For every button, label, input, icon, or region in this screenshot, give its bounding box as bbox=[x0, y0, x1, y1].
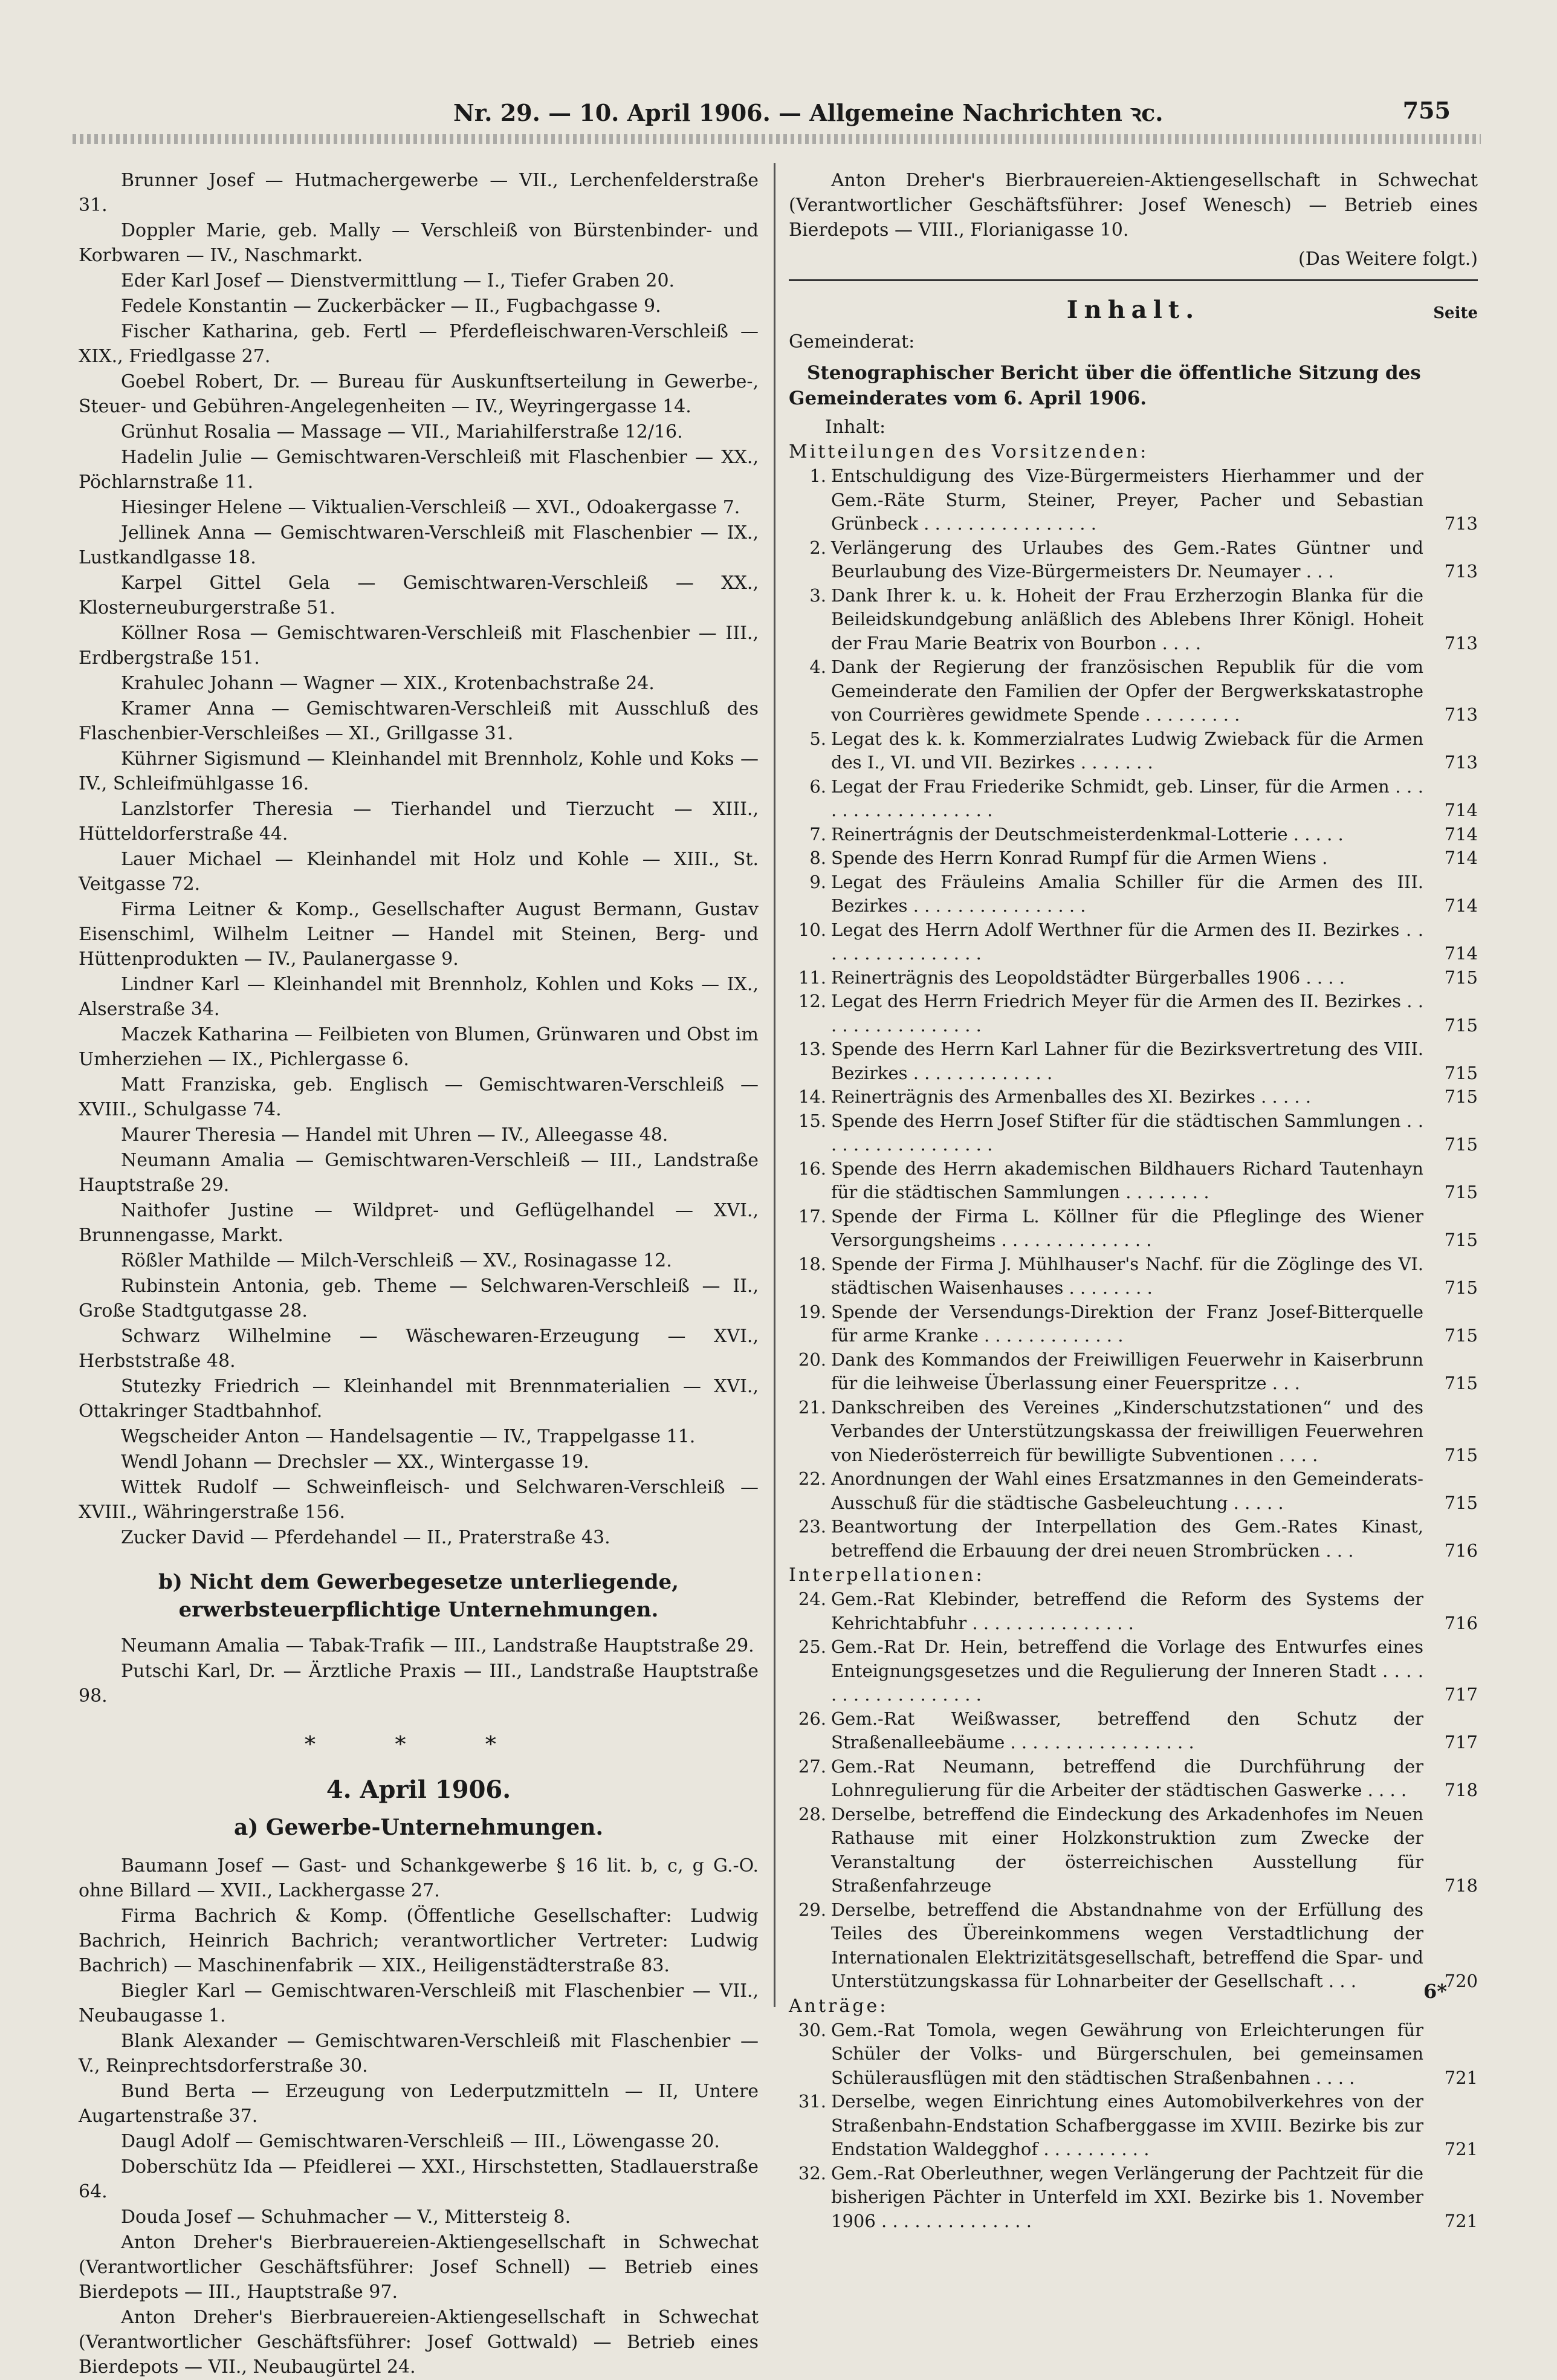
toc-item-number: 25. bbox=[798, 1636, 826, 1657]
toc-item bbox=[789, 2018, 1478, 2090]
toc-item bbox=[789, 536, 1478, 584]
toc-item-number: 2. bbox=[809, 537, 826, 558]
section-rule bbox=[789, 279, 1478, 281]
sub-heading: a) Gewerbe-Unternehmungen. bbox=[234, 1815, 603, 1840]
toc-item-page: 714 bbox=[1444, 895, 1478, 916]
toc-item bbox=[789, 1803, 1478, 1898]
toc-item bbox=[789, 1348, 1478, 1396]
toc-item-text: Dank des Kommandos der Freiwilligen Feuerwehr in Kaiserbrunn für die leihweise Überlassung einer Feuerspritze . . . bbox=[831, 1349, 1423, 1393]
toc-item-text: Derselbe, wegen Einrichtung eines Automobilverkehres von der Straßenbahn-Endstation Schafberggasse im XVIII. Bezirke bis zur Endstation Waldegghof . . . . . . . . . . bbox=[831, 2091, 1423, 2159]
list-item: Lindner Karl — Kleinhandel mit Brennholz, Kohlen und Koks — IX., Alserstraße 34. bbox=[79, 974, 759, 1020]
toc-item-number: 8. bbox=[809, 848, 826, 868]
toc-item-text: Legat der Frau Friederike Schmidt, geb. Linser, für die Armen . . . . . . . . . . . . . . . . . . bbox=[831, 776, 1423, 820]
list-item: Matt Franziska, geb. Englisch — Gemischtwaren-Verschleiß — XVIII., Schulgasse 74. bbox=[79, 1074, 759, 1120]
list-item: Krahulec Johann — Wagner — XIX., Krotenbachstraße 24. bbox=[121, 673, 655, 694]
list-item: Biegler Karl — Gemischtwaren-Verschleiß mit Flaschenbier — VII., Neubaugasse 1. bbox=[79, 1980, 759, 2026]
toc-item bbox=[789, 846, 1478, 871]
list-item: Hadelin Julie — Gemischtwaren-Verschleiß mit Flaschenbier — XX., Pöchlarnstraße 11. bbox=[79, 447, 759, 493]
toc-item-number: 13. bbox=[798, 1039, 826, 1059]
list-item: Zucker David — Pferdehandel — II., Praterstraße 43. bbox=[121, 1527, 610, 1548]
toc-item-text: Entschuldigung des Vize-Bürgermeisters Hierhammer und der Gem.-Räte Sturm, Steiner, Preyer, Pacher und Sebastian Grünbeck . . . . . . . . . . . . . . . . bbox=[831, 465, 1423, 534]
list-item: Douda Josef — Schuhmacher — V., Mittersteig 8. bbox=[121, 2207, 571, 2228]
toc-item-page: 715 bbox=[1444, 1277, 1478, 1298]
toc-item-text: Gem.-Rat Weißwasser, betreffend den Schutz der Straßenalleebäume . . . . . . . . . . . . . . . . . bbox=[831, 1708, 1423, 1753]
list-item: Karpel Gittel Gela — Gemischtwaren-Verschleiß — XX., Klosterneuburgerstraße 51. bbox=[79, 572, 759, 618]
toc-item bbox=[789, 1037, 1478, 1085]
toc-item bbox=[789, 1515, 1478, 1563]
toc-item-text: Spende der Versendungs-Direktion der Franz Josef-Bitterquelle für arme Kranke . . . . . . . . . . . . . bbox=[831, 1301, 1423, 1346]
list-item: Hiesinger Helene — Viktualien-Verschleiß — XVI., Odoakergasse 7. bbox=[121, 497, 740, 518]
list-item: Neumann Amalia — Gemischtwaren-Verschleiß — III., Landstraße Hauptstraße 29. bbox=[79, 1150, 759, 1196]
toc-item-page: 715 bbox=[1444, 1182, 1478, 1202]
toc-interpellationen bbox=[789, 1587, 1478, 1994]
list-item: Rößler Mathilde — Milch-Verschleiß — XV., Rosinagasse 12. bbox=[121, 1250, 672, 1271]
toc-item-number: 15. bbox=[798, 1110, 826, 1131]
toc-item bbox=[789, 1085, 1478, 1109]
list-item: Bund Berta — Erzeugung von Lederputzmitteln — II, Untere Augartenstraße 37. bbox=[79, 2081, 759, 2127]
toc-item-page: 713 bbox=[1444, 752, 1478, 773]
toc-item bbox=[789, 1109, 1478, 1157]
continued-note: (Das Weitere folgt.) bbox=[1298, 248, 1478, 270]
page-header bbox=[79, 91, 1475, 133]
toc-item-page: 713 bbox=[1444, 561, 1478, 582]
toc-item-page: 715 bbox=[1444, 1492, 1478, 1513]
entries-list-b bbox=[79, 1633, 759, 1708]
list-item: Anton Dreher's Bierbrauereien-Aktiengesellschaft in Schwechat (Verantwortlicher Geschäftsführer: Josef Gottwald) — Betrieb eines Bierdepots — VII., Neubaugürtel 24. bbox=[79, 2307, 759, 2378]
toc-item-page: 718 bbox=[1444, 1875, 1478, 1896]
toc-item-text: Spende des Herrn Josef Stifter für die städtischen Sammlungen . . . . . . . . . . . . . . . . . bbox=[831, 1110, 1423, 1155]
toc-item-number: 5. bbox=[809, 728, 826, 749]
inhalt-header bbox=[789, 296, 1478, 329]
steno-title: Stenographischer Bericht über die öffentliche Sitzung des Gemeinderates vom 6. April 1906. bbox=[789, 362, 1421, 409]
toc-item bbox=[789, 823, 1478, 847]
toc-item-text: Dank der Regierung der französischen Republik für die vom Gemeinderate den Familien der Opfer der Bergwerkskatastrophe von Courrières gewidmete Spende . . . . . . . . . bbox=[831, 657, 1423, 725]
toc-item-number: 14. bbox=[798, 1086, 826, 1107]
list-item: Stutezky Friedrich — Kleinhandel mit Brennmaterialien — XVI., Ottakringer Stadtbahnhof. bbox=[79, 1376, 759, 1422]
toc-item-page: 715 bbox=[1444, 1325, 1478, 1346]
toc-item-text: Spende der Firma L. Köllner für die Pfleglinge des Wiener Versorgungsheims . . . . . . . . . . . . . . bbox=[831, 1205, 1423, 1250]
list-item: Lanzlstorfer Theresia — Tierhandel und Tierzucht — XIII., Hütteldorferstraße 44. bbox=[79, 799, 759, 845]
toc-item-page: 716 bbox=[1444, 1612, 1478, 1633]
toc-item-number: 20. bbox=[798, 1349, 826, 1370]
toc-item-number: 32. bbox=[798, 2162, 826, 2184]
date-heading: 4. April 1906. bbox=[326, 1775, 511, 1804]
toc-item bbox=[789, 727, 1478, 775]
toc-item-text: Gem.-Rat Tomola, wegen Gewährung von Erleichterungen für Schüler der Volks- und Bürgerschulen, bei gemeinsamen Schülerausflügen mit den städtischen Straßenbahnen . . . . bbox=[831, 2019, 1423, 2088]
list-item: Firma Bachrich & Komp. (Öffentliche Gesellschafter: Ludwig Bachrich, Heinrich Bachrich; verantwortlicher Vertreter: Ludwig Bachrich) — Maschinenfabrik — XIX., Heiligenstädterstraße 83. bbox=[79, 1905, 759, 1976]
toc-item-page: 714 bbox=[1444, 823, 1478, 845]
toc-item-text: Legat des Herrn Friedrich Meyer für die Armen des II. Bezirkes . . . . . . . . . . . . . . . . bbox=[831, 991, 1423, 1036]
toc-item-number: 19. bbox=[798, 1301, 826, 1322]
list-item: Kührner Sigismund — Kleinhandel mit Brennholz, Kohle und Koks — IV., Schleifmühlgasse 16. bbox=[79, 748, 759, 794]
toc-item-page: 713 bbox=[1444, 632, 1478, 653]
toc-item-page: 713 bbox=[1444, 513, 1478, 534]
list-item: Wendl Johann — Drechsler — XX., Wintergasse 19. bbox=[121, 1451, 589, 1473]
toc-item-text: Derselbe, betreffend die Abstandnahme von der Erfüllung des Teiles des Übereinkommens wegen Verstadtlichung der Internationalen Elektrizitätsgesellschaft, betreffend die Spar- und Unterstützungskassa für Lohnarbeiter der Gesellschaft . . . bbox=[831, 1899, 1423, 1991]
toc-item-number: 3. bbox=[809, 585, 826, 606]
toc-antraege bbox=[789, 2018, 1478, 2234]
list-item: Jellinek Anna — Gemischtwaren-Verschleiß mit Flaschenbier — IX., Lustkandlgasse 18. bbox=[79, 522, 759, 568]
list-item: Daugl Adolf — Gemischtwaren-Verschleiß — III., Löwengasse 20. bbox=[121, 2131, 720, 2152]
toc-item-page: 715 bbox=[1444, 967, 1478, 988]
toc-item bbox=[789, 1755, 1478, 1803]
toc-item-text: Legat des Fräuleins Amalia Schiller für die Armen des III. Bezirkes . . . . . . . . . . . . . . . . bbox=[831, 871, 1423, 916]
toc-item-number: 27. bbox=[798, 1756, 826, 1777]
list-item: Wegscheider Anton — Handelsagentie — IV., Trappelgasse 11. bbox=[121, 1426, 696, 1447]
list-item: Naithofer Justine — Wildpret- und Geflügelhandel — XVI., Brunnengasse, Markt. bbox=[79, 1200, 759, 1246]
toc-item-text: Verlängerung des Urlaubes des Gem.-Rates Güntner und Beurlaubung des Vize-Bürgermeisters Dr. Neumayer . . . bbox=[831, 537, 1423, 582]
toc-item bbox=[789, 1300, 1478, 1348]
list-item: Blank Alexander — Gemischtwaren-Verschleiß mit Flaschenbier — V., Reinprechtsdorferstraße 30. bbox=[79, 2031, 759, 2077]
toc-item-number: 11. bbox=[798, 967, 826, 988]
list-item: Schwarz Wilhelmine — Wäschewaren-Erzeugung — XVI., Herbststraße 48. bbox=[79, 1326, 759, 1372]
list-item: Neumann Amalia — Tabak-Trafik — III., Landstraße Hauptstraße 29. bbox=[121, 1635, 754, 1656]
toc-item-text: Derselbe, betreffend die Eindeckung des Arkadenhofes im Neuen Rathause mit einer Holzkonstruktion zum Zwecke der Veranstaltung der österreichischen Ausstellung für Straßenfahrzeuge bbox=[831, 1803, 1423, 1896]
right-column bbox=[789, 168, 1478, 2233]
list-item: Baumann Josef — Gast- und Schankgewerbe § 16 lit. b, c, g G.-O. ohne Billard — XVII., Lackhergasse 27. bbox=[79, 1855, 759, 1901]
toc-item bbox=[789, 1635, 1478, 1707]
toc-item bbox=[789, 1205, 1478, 1253]
toc-item-page: 715 bbox=[1444, 1373, 1478, 1393]
list-item: Doppler Marie, geb. Mally — Verschleiß von Bürstenbinder- und Korbwaren — IV., Naschmarkt. bbox=[79, 220, 759, 266]
toc-item-page: 718 bbox=[1444, 1780, 1478, 1800]
antraege-label: Anträge: bbox=[789, 1995, 889, 2017]
list-item: Putschi Karl, Dr. — Ärztliche Praxis — III., Landstraße Hauptstraße 98. bbox=[79, 1661, 759, 1707]
section-stars: * * * bbox=[305, 1733, 532, 1757]
left-column bbox=[79, 168, 759, 2380]
signature-mark: 6* bbox=[1423, 1980, 1447, 2003]
toc-item-page: 721 bbox=[1444, 2067, 1478, 2088]
toc-item bbox=[789, 990, 1478, 1037]
toc-item-text: Beantwortung der Interpellation des Gem.-Rates Kinast, betreffend die Erbauung der drei neuen Strombrücken . . . bbox=[831, 1516, 1423, 1561]
toc-item-number: 24. bbox=[798, 1589, 826, 1609]
toc-item-page: 713 bbox=[1444, 704, 1478, 725]
list-item: Kramer Anna — Gemischtwaren-Verschleiß mit Ausschluß des Flaschenbier-Verschleißes — XI., Grillgasse 31. bbox=[79, 698, 759, 744]
toc-item-text: Legat des Herrn Adolf Werthner für die Armen des II. Bezirkes . . . . . . . . . . . . . . . . bbox=[831, 919, 1423, 964]
list-item: Lauer Michael — Kleinhandel mit Holz und Kohle — XIII., St. Veitgasse 72. bbox=[79, 849, 759, 895]
top-entry: Anton Dreher's Bierbrauereien-Aktiengesellschaft in Schwechat (Verantwortlicher Geschäftsführer: Josef Wenesch) — Betrieb eines Bierdepots — VIII., Florianigasse 10. bbox=[789, 170, 1478, 241]
list-item: Fischer Katharina, geb. Fertl — Pferdefleischwaren-Verschleiß — XIX., Friedlgasse 27. bbox=[79, 321, 759, 367]
toc-item-number: 12. bbox=[798, 991, 826, 1011]
toc-item-text: Dankschreiben des Vereines „Kinderschutzstationen“ und des Verbandes der Unterstützungskassa der freiwilligen Feuerwehren von Niederösterreich für bewilligte Subventionen . . . . bbox=[831, 1396, 1423, 1465]
list-item: Goebel Robert, Dr. — Bureau für Auskunftserteilung in Gewerbe-, Steuer- und Gebühren-Angelegenheiten — IV., Weyringergasse 14. bbox=[79, 371, 759, 417]
seite-label: Seite bbox=[1433, 304, 1478, 322]
toc-item bbox=[789, 966, 1478, 990]
toc-item-text: Legat des k. k. Kommerzialrates Ludwig Zwieback für die Armen des I., VI. und VII. Bezirkes . . . . . . . bbox=[831, 728, 1423, 773]
toc-item-number: 21. bbox=[798, 1396, 826, 1418]
toc-item bbox=[789, 1253, 1478, 1300]
toc-item-number: 28. bbox=[798, 1803, 826, 1824]
list-item: Köllner Rosa — Gemischtwaren-Verschleiß mit Flaschenbier — III., Erdbergstraße 151. bbox=[79, 623, 759, 669]
toc-item bbox=[789, 1898, 1478, 1994]
toc-item-text: Reinerträgnis des Armenballes des XI. Bezirkes . . . . . bbox=[831, 1086, 1312, 1107]
gemeinderat-label: Gemeinderat: bbox=[789, 331, 915, 352]
toc-item-text: Gem.-Rat Oberleuthner, wegen Verlängerung der Pachtzeit für die bisherigen Pächter in Unterfeld im XXI. Bezirke bis 1. November 1906 . . . . . . . . . . . . . . bbox=[831, 2162, 1423, 2231]
toc-item-page: 715 bbox=[1444, 1014, 1478, 1036]
toc-item-text: Anordnungen der Wahl eines Ersatzmannes in den Gemeinderats-Ausschuß für die städtische Gasbeleuchtung . . . . . bbox=[831, 1468, 1423, 1513]
inhalt-sub: Inhalt: bbox=[825, 417, 886, 438]
toc-item-text: Spende des Herrn akademischen Bildhauers Richard Tautenhayn für die städtischen Sammlungen . . . . . . . . bbox=[831, 1158, 1423, 1202]
interpellationen-label: Interpellationen: bbox=[789, 1565, 985, 1586]
toc-item-page: 715 bbox=[1444, 1062, 1478, 1083]
toc-item-number: 1. bbox=[809, 465, 826, 486]
toc-item-page: 714 bbox=[1444, 848, 1478, 868]
list-item: Rubinstein Antonia, geb. Theme — Selchwaren-Verschleiß — II., Große Stadtgutgasse 28. bbox=[79, 1276, 759, 1321]
toc-item-number: 23. bbox=[798, 1516, 826, 1537]
toc-item-page: 715 bbox=[1444, 1230, 1478, 1250]
toc-item bbox=[789, 584, 1478, 656]
section-b-title: b) Nicht dem Gewerbegesetze unterliegende, erwerbsteuerpflichtige Unternehmungen. bbox=[158, 1570, 679, 1622]
list-item: Fedele Konstantin — Zuckerbäcker — II., Fugbachgasse 9. bbox=[121, 296, 661, 317]
toc-mitteilungen bbox=[789, 464, 1478, 1563]
toc-item bbox=[789, 1467, 1478, 1515]
page-number: 755 bbox=[1402, 97, 1451, 124]
entries-list-c bbox=[79, 1853, 759, 2379]
toc-item bbox=[789, 1707, 1478, 1755]
toc-item-page: 721 bbox=[1444, 2210, 1478, 2231]
toc-item-page: 715 bbox=[1444, 1134, 1478, 1155]
toc-item-text: Spende der Firma J. Mühlhauser's Nachf. für die Zöglinge des VI. städtischen Waisenhauses . . . . . . . . bbox=[831, 1253, 1423, 1298]
list-item: Wittek Rudolf — Schweinfleisch- und Selchwaren-Verschleiß — XVIII., Währingerstraße 156. bbox=[79, 1477, 759, 1523]
toc-item bbox=[789, 1587, 1478, 1635]
toc-item-number: 31. bbox=[798, 2091, 826, 2112]
toc-item bbox=[789, 2090, 1478, 2162]
toc-item bbox=[789, 464, 1478, 536]
toc-item-page: 714 bbox=[1444, 943, 1478, 964]
toc-item bbox=[789, 1157, 1478, 1205]
toc-item-number: 7. bbox=[809, 823, 826, 845]
list-item: Doberschütz Ida — Pfeidlerei — XXI., Hirschstetten, Stadlauerstraße 64. bbox=[79, 2156, 759, 2202]
toc-item-page: 720 bbox=[1444, 1971, 1478, 1991]
toc-item-number: 6. bbox=[809, 776, 826, 797]
list-item: Firma Leitner & Komp., Gesellschafter August Bermann, Gustav Eisenschiml, Wilhelm Leitner — Handel mit Steinen, Berg- und Hüttenprodukten — IV., Paulanergasse 9. bbox=[79, 899, 759, 970]
toc-item-text: Gem.-Rat Neumann, betreffend die Durchführung der Lohnregulierung für die Arbeiter der städtischen Gaswerke . . . . bbox=[831, 1756, 1423, 1800]
toc-item bbox=[789, 871, 1478, 918]
list-item: Maczek Katharina — Feilbieten von Blumen, Grünwaren und Obst im Umherziehen — IX., Pichlergasse 6. bbox=[79, 1024, 759, 1070]
toc-item-text: Spende des Herrn Karl Lahner für die Bezirksvertretung des VIII. Bezirkes . . . . . . . . . . . . . bbox=[831, 1039, 1423, 1083]
toc-item-text: Reinertrágnis der Deutschmeisterdenkmal-Lotterie . . . . . bbox=[831, 823, 1344, 845]
list-item: Maurer Theresia — Handel mit Uhren — IV., Alleegasse 48. bbox=[121, 1124, 668, 1146]
toc-item-text: Reinerträgnis des Leopoldstädter Bürgerballes 1906 . . . . bbox=[831, 967, 1345, 988]
toc-item-number: 9. bbox=[809, 871, 826, 892]
toc-item-number: 4. bbox=[809, 657, 826, 677]
list-item: Grünhut Rosalia — Massage — VII., Mariahilferstraße 12/16. bbox=[121, 421, 683, 443]
toc-item-page: 715 bbox=[1444, 1086, 1478, 1107]
toc-item-number: 18. bbox=[798, 1253, 826, 1274]
header-rule bbox=[73, 134, 1481, 144]
toc-item-page: 715 bbox=[1444, 1444, 1478, 1465]
toc-item-number: 16. bbox=[798, 1158, 826, 1179]
toc-item bbox=[789, 2162, 1478, 2234]
toc-item-text: Dank Ihrer k. u. k. Hoheit der Frau Erzherzogin Blanka für die Beileidskundgebung anläßlich des Ablebens Ihrer Königl. Hoheit der Frau Marie Beatrix von Bourbon . . . . bbox=[831, 585, 1423, 653]
toc-item bbox=[789, 775, 1478, 823]
toc-item-number: 29. bbox=[798, 1899, 826, 1920]
toc-item-page: 717 bbox=[1444, 1732, 1478, 1753]
list-item: Brunner Josef — Hutmachergewerbe — VII., Lerchenfelderstraße 31. bbox=[79, 170, 759, 216]
toc-item bbox=[789, 1396, 1478, 1468]
toc-item-page: 714 bbox=[1444, 800, 1478, 820]
toc-item-text: Gem.-Rat Klebinder, betreffend die Reform des Systems der Kehrichtabfuhr . . . . . . . . . . . . . . . bbox=[831, 1589, 1423, 1633]
list-item: Eder Karl Josef — Dienstvermittlung — I., Tiefer Graben 20. bbox=[121, 270, 675, 291]
toc-item-page: 717 bbox=[1444, 1684, 1478, 1705]
toc-item-text: Spende des Herrn Konrad Rumpf für die Armen Wiens . bbox=[831, 848, 1328, 868]
toc-item-page: 716 bbox=[1444, 1540, 1478, 1561]
mitteilungen-label: Mitteilungen des Vorsitzenden: bbox=[789, 441, 1149, 462]
column-divider bbox=[774, 163, 775, 2007]
toc-item-text: Gem.-Rat Dr. Hein, betreffend die Vorlage des Entwurfes eines Enteignungsgesetzes und die Regulierung der Inneren Stadt . . . . . . . . . . . . . . . . . . bbox=[831, 1636, 1423, 1705]
inhalt-title: Inhalt. bbox=[1066, 296, 1200, 324]
toc-item-number: 10. bbox=[798, 919, 826, 940]
toc-item-number: 30. bbox=[798, 2019, 826, 2040]
header-title: Nr. 29. — 10. April 1906. — Allgemeine Nachrichten ꝛc. bbox=[453, 99, 1164, 126]
toc-item-number: 26. bbox=[798, 1708, 826, 1729]
toc-item bbox=[789, 918, 1478, 966]
entries-list-a bbox=[79, 168, 759, 1550]
toc-item-number: 22. bbox=[798, 1468, 826, 1489]
toc-item-number: 17. bbox=[798, 1205, 826, 1227]
toc-item-page: 721 bbox=[1444, 2139, 1478, 2159]
toc-item bbox=[789, 655, 1478, 727]
list-item: Anton Dreher's Bierbrauereien-Aktiengesellschaft in Schwechat (Verantwortlicher Geschäftsführer: Josef Schnell) — Betrieb eines Bierdepots — III., Hauptstraße 97. bbox=[79, 2232, 759, 2303]
